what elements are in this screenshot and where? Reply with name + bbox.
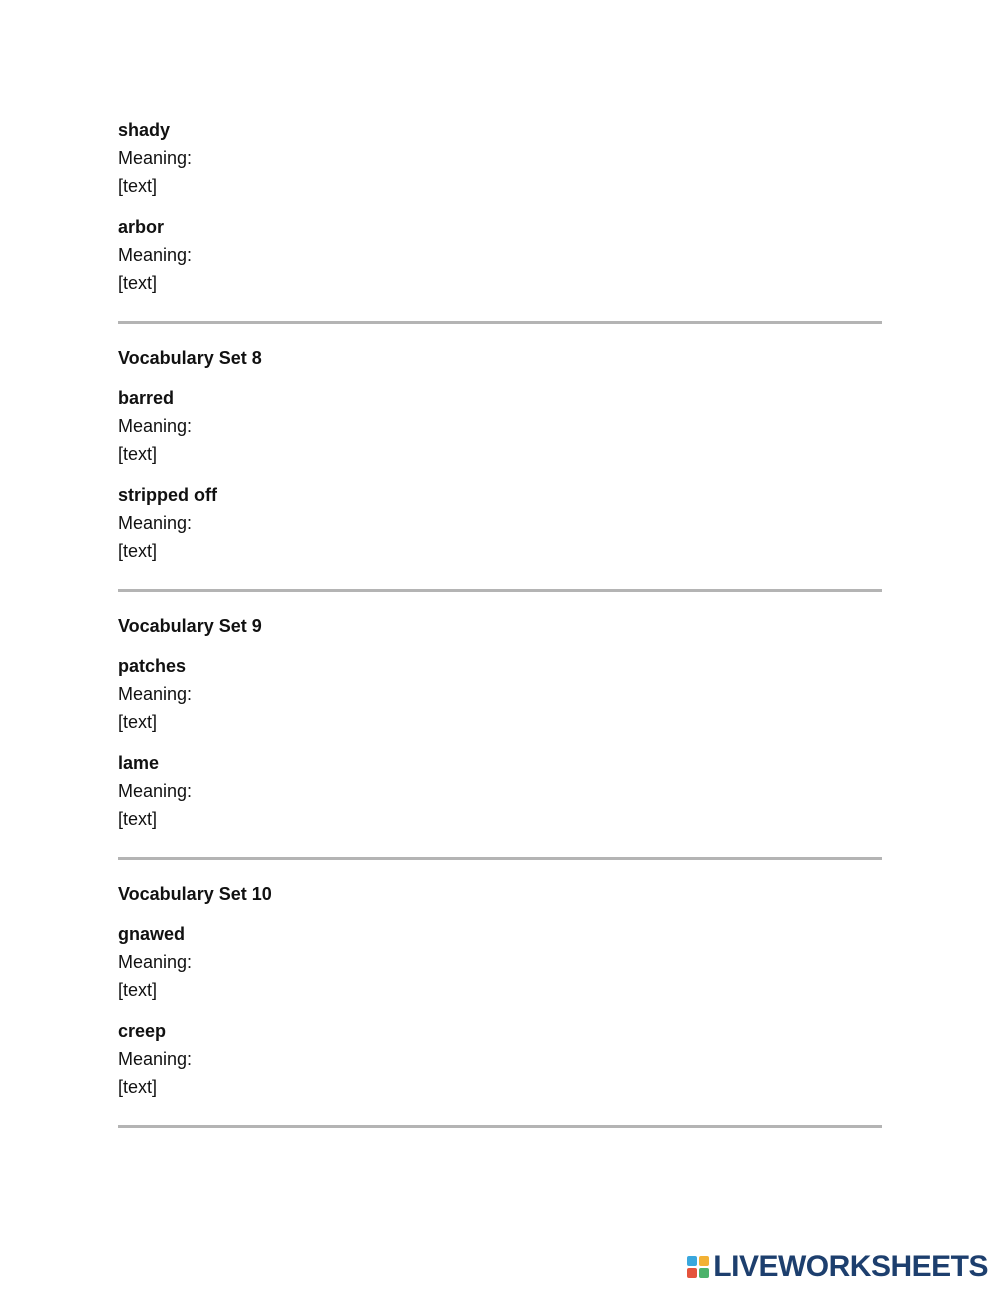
answer-field[interactable]: [text]	[118, 980, 158, 1000]
vocab-word: stripped off	[118, 485, 217, 505]
vocab-entry-creep	[118, 1017, 882, 1101]
meaning-label: Meaning:	[118, 513, 193, 533]
vocabulary-set-10	[118, 880, 882, 1101]
answer-field[interactable]: [text]	[118, 712, 158, 732]
vocab-word: creep	[118, 1021, 167, 1041]
worksheet-page	[118, 116, 882, 1148]
meaning-label: Meaning:	[118, 952, 193, 972]
logo-block	[687, 1256, 697, 1266]
answer-field[interactable]: [text]	[118, 1077, 158, 1097]
logo-block	[687, 1268, 697, 1278]
meaning-label: Meaning:	[118, 781, 193, 801]
vocab-word: shady	[118, 120, 171, 140]
logo-blocks-icon	[687, 1256, 709, 1278]
meaning-label: Meaning:	[118, 684, 193, 704]
vocab-word: patches	[118, 656, 187, 676]
section-divider	[118, 589, 882, 592]
vocab-word: barred	[118, 388, 175, 408]
section-divider	[118, 1125, 882, 1128]
vocabulary-set-8	[118, 344, 882, 565]
vocab-entry-gnawed	[118, 920, 882, 1004]
set-title: Vocabulary Set 10	[118, 884, 272, 904]
vocab-word: arbor	[118, 217, 165, 237]
section-divider	[118, 321, 882, 324]
logo-text: LIVEWORKSHEETS	[713, 1250, 988, 1283]
vocab-entry-barred	[118, 384, 882, 468]
vocab-word: gnawed	[118, 924, 186, 944]
liveworksheets-logo	[687, 1250, 988, 1284]
answer-field[interactable]: [text]	[118, 444, 158, 464]
set-title: Vocabulary Set 8	[118, 348, 262, 368]
answer-field[interactable]: [text]	[118, 809, 158, 829]
answer-field[interactable]: [text]	[118, 541, 158, 561]
vocab-entry-shady	[118, 116, 882, 200]
section-divider	[118, 857, 882, 860]
vocab-entry-patches	[118, 652, 882, 736]
logo-block	[699, 1256, 709, 1266]
vocab-entry-stripped-off	[118, 481, 882, 565]
meaning-label: Meaning:	[118, 148, 193, 168]
meaning-label: Meaning:	[118, 416, 193, 436]
meaning-label: Meaning:	[118, 1049, 193, 1069]
vocab-entry-lame	[118, 749, 882, 833]
meaning-label: Meaning:	[118, 245, 193, 265]
vocab-word: lame	[118, 753, 160, 773]
logo-block	[699, 1268, 709, 1278]
set-title: Vocabulary Set 9	[118, 616, 262, 636]
vocab-entry-arbor	[118, 213, 882, 297]
answer-field[interactable]: [text]	[118, 176, 158, 196]
vocabulary-set-9	[118, 612, 882, 833]
answer-field[interactable]: [text]	[118, 273, 158, 293]
